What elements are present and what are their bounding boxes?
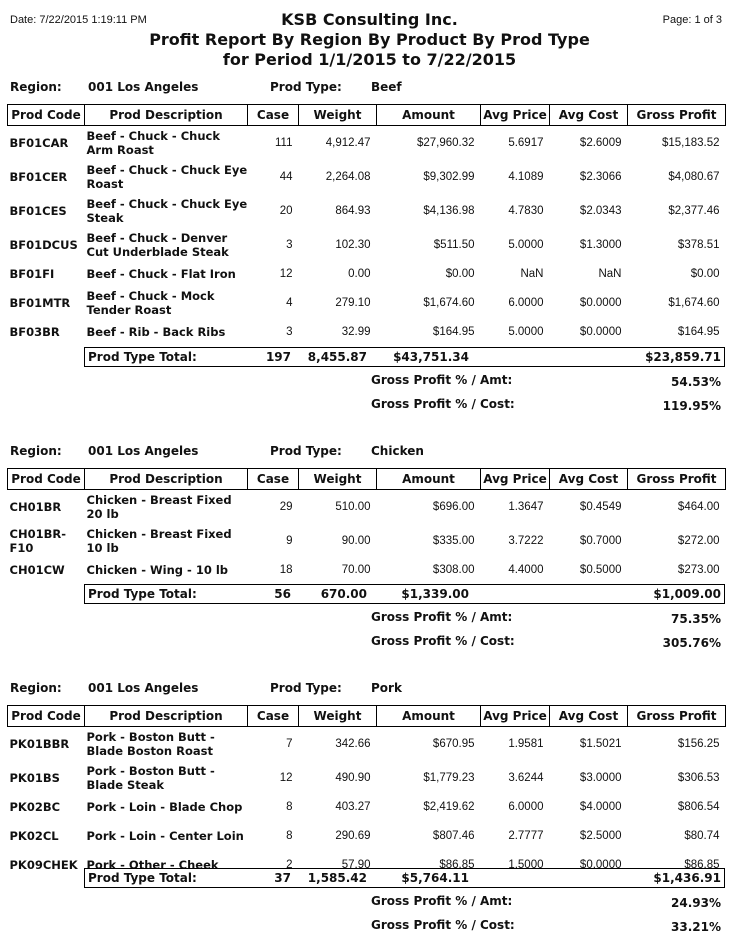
avg-cost-cell: $2.3066 [579, 170, 622, 183]
total-gross-profit: $1,009.00 [653, 587, 721, 601]
weight-cell: 4,912.47 [325, 136, 371, 149]
prod-code-cell: CH01BR-F10 [9, 526, 66, 555]
prod-type-value: Beef [371, 80, 402, 94]
amount-cell: $308.00 [432, 563, 475, 576]
amount-cell: $1,674.60 [423, 296, 475, 309]
table-row [8, 761, 726, 795]
col-prod-code: Prod Code [8, 469, 85, 490]
table-row [8, 228, 726, 262]
prod-code-cell: BF01FI [9, 266, 55, 281]
amount-cell: $27,960.32 [416, 136, 475, 149]
gross-profit-cell: $378.51 [677, 238, 720, 251]
col-prod-code: Prod Code [8, 706, 85, 727]
product-table [7, 104, 726, 344]
case-cell: 44 [279, 170, 293, 183]
gross-profit-cell: $86.85 [684, 858, 720, 871]
amount-cell: $1,779.23 [423, 771, 475, 784]
weight-cell: 90.00 [341, 534, 371, 547]
prod-code-cell: PK02BC [9, 799, 61, 814]
col-case: Case [248, 706, 299, 727]
prod-code-cell: BF01DCUS [9, 237, 78, 252]
gross-profit-cell: $156.25 [677, 737, 720, 750]
amount-cell: $670.95 [432, 737, 475, 750]
col-gross-profit: Gross Profit [628, 105, 726, 126]
avg-cost-cell: $0.4549 [579, 500, 622, 513]
prod-description-cell: Pork - Boston Butt - Blade Boston Roast [86, 729, 215, 758]
region-value: 001 Los Angeles [88, 80, 199, 94]
case-cell: 3 [286, 325, 293, 338]
avg-price-cell: 4.4000 [508, 563, 544, 576]
gp-amt-label: Gross Profit % / Amt: [371, 373, 513, 387]
weight-cell: 490.90 [335, 771, 371, 784]
weight-cell: 70.00 [341, 563, 371, 576]
table-header-row [8, 706, 726, 727]
col-avg-cost: Avg Cost [550, 469, 628, 490]
region-value: 001 Los Angeles [88, 444, 199, 458]
prod-description-cell: Beef - Chuck - Mock Tender Roast [86, 288, 215, 317]
case-cell: 7 [286, 737, 293, 750]
table-body [8, 490, 726, 582]
total-label: Prod Type Total: [88, 350, 197, 364]
avg-cost-cell: $0.7000 [579, 534, 622, 547]
case-cell: 8 [286, 800, 293, 813]
case-cell: 12 [279, 771, 293, 784]
gp-amt-value: 24.93% [671, 896, 721, 910]
weight-cell: 290.69 [335, 829, 371, 842]
table-row [8, 320, 726, 344]
gross-profit-cell: $273.00 [677, 563, 720, 576]
amount-cell: $696.00 [432, 500, 475, 513]
total-case: 197 [265, 350, 291, 364]
report-date: Date: 7/22/2015 1:19:11 PM [10, 14, 147, 26]
region-label: Region: [10, 80, 62, 94]
prod-type-total-row [84, 868, 725, 888]
prod-code-cell: PK01BBR [9, 736, 70, 751]
case-cell: 18 [279, 563, 293, 576]
section-pork [0, 681, 739, 934]
region-label: Region: [10, 444, 62, 458]
prod-description-cell: Beef - Chuck - Chuck Eye Roast [86, 162, 248, 191]
table-row [8, 490, 726, 524]
prod-type-total-row [84, 347, 725, 367]
section-chicken [0, 444, 739, 650]
gp-cost-value: 33.21% [671, 920, 721, 934]
weight-cell: 0.00 [348, 267, 371, 280]
col-case: Case [248, 105, 299, 126]
prod-type-label: Prod Type: [270, 80, 342, 94]
weight-cell: 279.10 [335, 296, 371, 309]
avg-cost-cell: $2.5000 [579, 829, 622, 842]
table-row [8, 558, 726, 582]
avg-cost-cell: $2.0343 [579, 204, 622, 217]
avg-price-cell: 3.6244 [508, 771, 544, 784]
col-weight: Weight [299, 706, 377, 727]
case-cell: 9 [286, 534, 293, 547]
gp-cost-label: Gross Profit % / Cost: [371, 397, 515, 411]
gross-profit-cell: $0.00 [690, 267, 720, 280]
table-header-row [8, 469, 726, 490]
weight-cell: 342.66 [335, 737, 371, 750]
prod-description-cell: Chicken - Breast Fixed 10 lb [86, 526, 232, 555]
avg-cost-cell: $1.3000 [579, 238, 622, 251]
table-row [8, 727, 726, 761]
section-beef [0, 80, 739, 413]
prod-type-value: Pork [371, 681, 402, 695]
amount-cell: $86.85 [439, 858, 475, 871]
gross-profit-cell: $806.54 [677, 800, 720, 813]
weight-cell: 864.93 [335, 204, 371, 217]
gross-profit-cell: $2,377.46 [668, 204, 720, 217]
table-header-row [8, 105, 726, 126]
table-row [8, 795, 726, 819]
avg-cost-cell: $4.0000 [579, 800, 622, 813]
total-gross-profit: $23,859.71 [645, 350, 721, 364]
total-gross-profit: $1,436.91 [653, 871, 721, 885]
prod-code-cell: PK01BS [9, 770, 60, 785]
avg-cost-cell: $3.0000 [579, 771, 622, 784]
case-cell: 12 [279, 267, 293, 280]
col-avg-cost: Avg Cost [550, 706, 628, 727]
prod-type-total-row [84, 584, 725, 604]
prod-code-cell: BF01MTR [9, 295, 71, 310]
gp-amt-value: 75.35% [671, 612, 721, 626]
col-prod-code: Prod Code [8, 105, 85, 126]
table-row [8, 194, 726, 228]
table-body [8, 126, 726, 344]
prod-code-cell: BF01CAR [9, 135, 69, 150]
avg-price-cell: 4.7830 [508, 204, 544, 217]
gp-amt-label: Gross Profit % / Amt: [371, 610, 513, 624]
prod-description-cell: Beef - Chuck - Chuck Eye Steak [86, 196, 248, 225]
region-value: 001 Los Angeles [88, 681, 199, 695]
table-row [8, 160, 726, 194]
total-weight: 1,585.42 [307, 871, 367, 885]
amount-cell: $335.00 [432, 534, 475, 547]
prod-code-cell: BF01CES [9, 203, 67, 218]
avg-cost-cell: $0.0000 [579, 858, 622, 871]
weight-cell: 403.27 [335, 800, 371, 813]
avg-price-cell: 6.0000 [508, 296, 544, 309]
prod-code-cell: CH01BR [9, 499, 62, 514]
region-line [0, 444, 739, 462]
region-line [0, 681, 739, 699]
product-table [7, 468, 726, 582]
prod-type-label: Prod Type: [270, 444, 342, 458]
avg-price-cell: NaN [520, 267, 544, 280]
avg-cost-cell: $2.6009 [579, 136, 622, 149]
amount-cell: $0.00 [445, 267, 475, 280]
case-cell: 4 [286, 296, 293, 309]
table-row [8, 262, 726, 286]
col-gross-profit: Gross Profit [628, 706, 726, 727]
report-title: Profit Report By Region By Product By Prod Type [149, 30, 590, 49]
gross-profit-cell: $80.74 [684, 829, 720, 842]
avg-cost-cell: $0.0000 [579, 325, 622, 338]
total-label: Prod Type Total: [88, 871, 197, 885]
col-avg-price: Avg Price [481, 105, 550, 126]
amount-cell: $164.95 [432, 325, 475, 338]
table-row [8, 126, 726, 160]
avg-price-cell: 1.3647 [508, 500, 544, 513]
prod-description-cell: Beef - Chuck - Chuck Arm Roast [86, 128, 220, 157]
region-label: Region: [10, 681, 62, 695]
table-row [8, 524, 726, 558]
amount-cell: $807.46 [432, 829, 475, 842]
avg-cost-cell: $0.5000 [579, 563, 622, 576]
gross-profit-cell: $15,183.52 [661, 136, 720, 149]
company-name: KSB Consulting Inc. [281, 10, 458, 29]
prod-code-cell: BF03BR [9, 324, 60, 339]
table-row [8, 286, 726, 320]
gross-profit-cell: $164.95 [677, 325, 720, 338]
total-amount: $1,339.00 [401, 587, 469, 601]
col-weight: Weight [299, 469, 377, 490]
prod-code-cell: BF01CER [9, 169, 68, 184]
avg-price-cell: 1.9581 [508, 737, 544, 750]
page-number: Page: 1 of 3 [662, 14, 722, 26]
total-amount: $5,764.11 [401, 871, 469, 885]
weight-cell: 57.90 [341, 858, 371, 871]
total-case: 37 [274, 871, 291, 885]
case-cell: 20 [279, 204, 293, 217]
gross-profit-cell: $272.00 [677, 534, 720, 547]
gp-cost-value: 305.76% [662, 636, 721, 650]
col-weight: Weight [299, 105, 377, 126]
gp-amt-label: Gross Profit % / Amt: [371, 894, 513, 908]
avg-price-cell: 5.0000 [508, 238, 544, 251]
avg-cost-cell: $0.0000 [579, 296, 622, 309]
weight-cell: 102.30 [335, 238, 371, 251]
weight-cell: 2,264.08 [325, 170, 371, 183]
total-label: Prod Type Total: [88, 587, 197, 601]
report-period: for Period 1/1/2015 to 7/22/2015 [222, 50, 517, 69]
case-cell: 29 [279, 500, 293, 513]
weight-cell: 32.99 [341, 325, 371, 338]
avg-price-cell: 5.0000 [508, 325, 544, 338]
gross-profit-cell: $1,674.60 [668, 296, 720, 309]
prod-type-label: Prod Type: [270, 681, 342, 695]
prod-type-value: Chicken [371, 444, 424, 458]
case-cell: 111 [275, 136, 293, 149]
avg-price-cell: 5.6917 [508, 136, 544, 149]
total-amount: $43,751.34 [393, 350, 469, 364]
col-avg-price: Avg Price [481, 469, 550, 490]
gp-amt-value: 54.53% [671, 375, 721, 389]
amount-cell: $511.50 [433, 238, 475, 251]
prod-description-cell: Pork - Other - Cheek [86, 857, 219, 872]
prod-description-cell: Pork - Boston Butt - Blade Steak [86, 763, 215, 792]
weight-cell: 510.00 [335, 500, 371, 513]
table-body [8, 727, 726, 877]
prod-description-cell: Chicken - Wing - 10 lb [86, 562, 228, 577]
amount-cell: $4,136.98 [423, 204, 475, 217]
col-gross-profit: Gross Profit [628, 469, 726, 490]
col-avg-cost: Avg Cost [550, 105, 628, 126]
prod-description-cell: Pork - Loin - Blade Chop [86, 799, 243, 814]
avg-cost-cell: NaN [598, 267, 622, 280]
table-row [8, 819, 726, 853]
gp-cost-label: Gross Profit % / Cost: [371, 634, 515, 648]
product-table [7, 705, 726, 877]
col-amount: Amount [377, 469, 481, 490]
col-amount: Amount [377, 706, 481, 727]
avg-price-cell: 4.1089 [508, 170, 544, 183]
prod-description-cell: Beef - Chuck - Denver Cut Underblade Steak [86, 230, 229, 259]
col-prod-description: Prod Description [85, 105, 248, 126]
case-cell: 2 [286, 858, 293, 871]
prod-code-cell: PK02CL [9, 828, 59, 843]
gp-cost-label: Gross Profit % / Cost: [371, 918, 515, 932]
gross-profit-cell: $4,080.67 [668, 170, 720, 183]
gross-profit-cell: $464.00 [677, 500, 720, 513]
col-prod-description: Prod Description [85, 706, 248, 727]
col-prod-description: Prod Description [85, 469, 248, 490]
gp-cost-value: 119.95% [662, 399, 721, 413]
prod-description-cell: Chicken - Breast Fixed 20 lb [86, 492, 232, 521]
amount-cell: $9,302.99 [423, 170, 475, 183]
avg-price-cell: 3.7222 [508, 534, 544, 547]
total-weight: 670.00 [320, 587, 367, 601]
gross-profit-cell: $306.53 [677, 771, 720, 784]
col-case: Case [248, 469, 299, 490]
avg-cost-cell: $1.5021 [579, 737, 622, 750]
avg-price-cell: 2.7777 [508, 829, 544, 842]
avg-price-cell: 1.5000 [508, 858, 544, 871]
case-cell: 3 [286, 238, 293, 251]
total-weight: 8,455.87 [307, 350, 367, 364]
col-avg-price: Avg Price [481, 706, 550, 727]
prod-description-cell: Beef - Rib - Back Ribs [86, 324, 226, 339]
prod-code-cell: CH01CW [9, 562, 65, 577]
col-amount: Amount [377, 105, 481, 126]
avg-price-cell: 6.0000 [508, 800, 544, 813]
prod-code-cell: PK09CHEK [9, 857, 78, 872]
region-line [0, 80, 739, 98]
prod-description-cell: Beef - Chuck - Flat Iron [86, 266, 236, 281]
amount-cell: $2,419.62 [423, 800, 475, 813]
total-case: 56 [274, 587, 291, 601]
case-cell: 8 [286, 829, 293, 842]
prod-description-cell: Pork - Loin - Center Loin [86, 828, 244, 843]
